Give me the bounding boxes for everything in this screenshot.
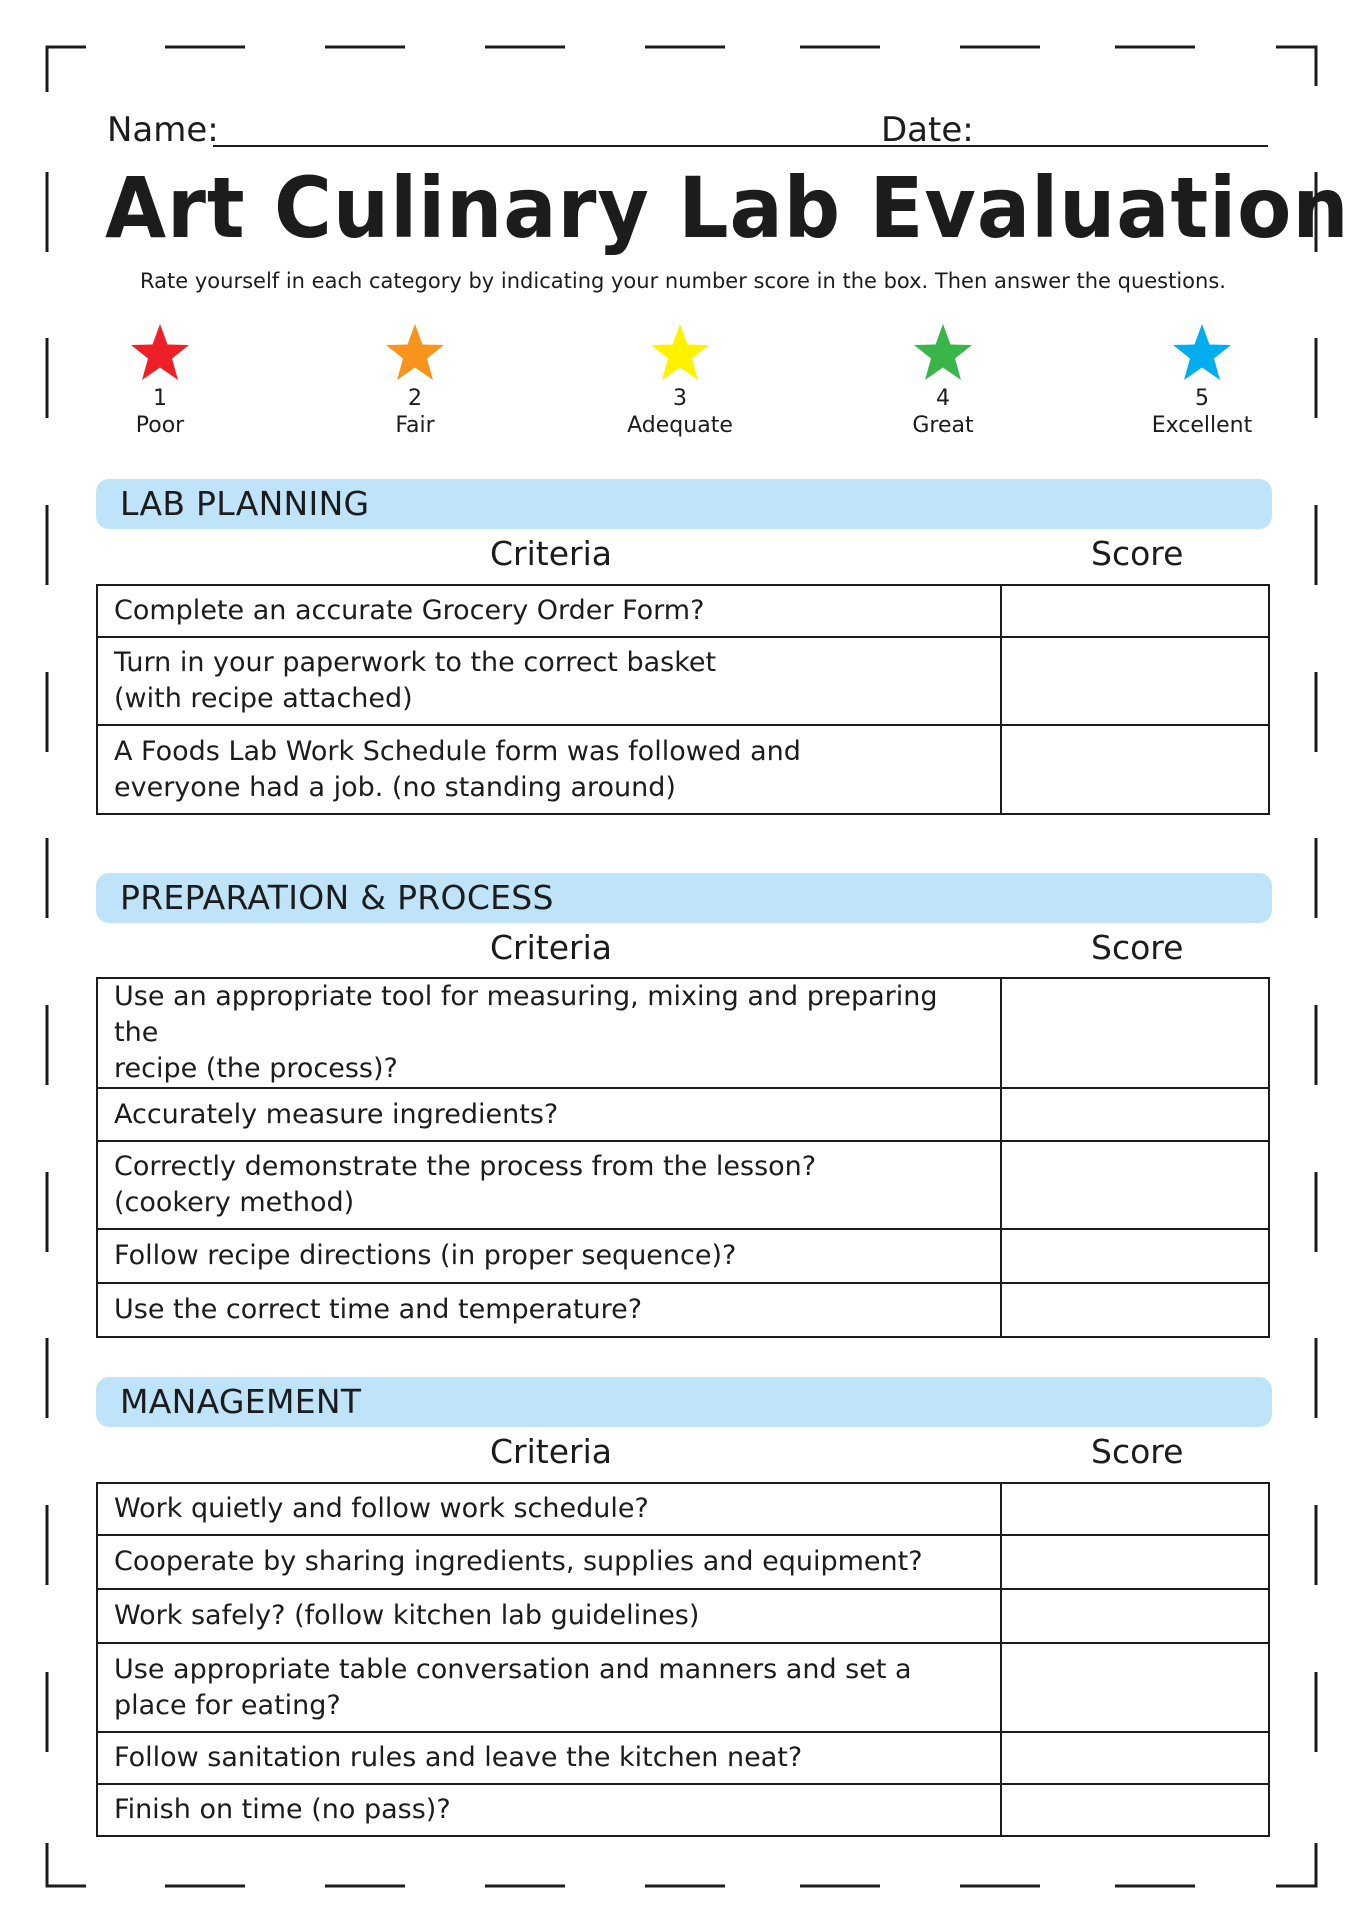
rating-number: 4 (936, 386, 950, 411)
table-row (97, 637, 1269, 725)
preparation-process-table (96, 977, 1270, 1338)
star-icon (383, 322, 447, 384)
table-row (97, 1483, 1269, 1535)
score-box[interactable] (1001, 1483, 1269, 1535)
score-box[interactable] (1001, 1643, 1269, 1732)
table-row (97, 1535, 1269, 1589)
section-title: MANAGEMENT (120, 1382, 362, 1421)
score-box[interactable] (1001, 1283, 1269, 1337)
star-icon (648, 322, 712, 384)
score-box[interactable] (1001, 1732, 1269, 1784)
date-label: Date: (881, 110, 974, 150)
criteria-cell: Cooperate by sharing ingredients, supplies and equipment? (97, 1535, 1001, 1589)
table-row (97, 1643, 1269, 1732)
score-header: Score (1091, 1432, 1184, 1471)
score-box[interactable] (1001, 1535, 1269, 1589)
section-banner-preparation-process (96, 873, 1272, 923)
table-row (97, 585, 1269, 637)
criteria-cell: Follow sanitation rules and leave the kitchen neat? (97, 1732, 1001, 1784)
rating-poor (70, 322, 250, 440)
criteria-header: Criteria (490, 928, 612, 967)
name-field[interactable] (213, 145, 975, 147)
criteria-header: Criteria (490, 534, 612, 573)
criteria-cell: Use the correct time and temperature? (97, 1283, 1001, 1337)
criteria-cell: Work quietly and follow work schedule? (97, 1483, 1001, 1535)
rating-label: Great (912, 413, 974, 438)
table-row (97, 1088, 1269, 1141)
score-box[interactable] (1001, 978, 1269, 1088)
table-row (97, 1589, 1269, 1643)
table-row (97, 1283, 1269, 1337)
star-icon (128, 322, 192, 384)
date-field[interactable] (968, 145, 1268, 147)
criteria-cell: Work safely? (follow kitchen lab guidelines) (97, 1589, 1001, 1643)
score-box[interactable] (1001, 1229, 1269, 1283)
table-row (97, 1141, 1269, 1229)
rating-number: 5 (1195, 386, 1209, 411)
section-title: LAB PLANNING (120, 484, 370, 523)
score-box[interactable] (1001, 1141, 1269, 1229)
rating-great (853, 322, 1033, 440)
score-box[interactable] (1001, 1784, 1269, 1836)
score-header: Score (1091, 534, 1184, 573)
name-label: Name: (107, 110, 219, 150)
rating-label: Poor (135, 413, 185, 438)
star-shape (1173, 324, 1231, 380)
rating-fair (325, 322, 505, 440)
rating-label: Adequate (627, 413, 733, 438)
criteria-cell: Correctly demonstrate the process from the lesson? (cookery method) (97, 1141, 1001, 1229)
rating-excellent (1112, 322, 1292, 440)
rating-number: 1 (153, 386, 167, 411)
score-header: Score (1091, 928, 1184, 967)
table-row (97, 1732, 1269, 1784)
lab-planning-table (96, 584, 1270, 815)
criteria-cell: Follow recipe directions (in proper sequence)? (97, 1229, 1001, 1283)
criteria-cell: Turn in your paperwork to the correct basket (with recipe attached) (97, 637, 1001, 725)
star-icon (1170, 322, 1234, 384)
rating-number: 3 (673, 386, 687, 411)
criteria-cell: Use an appropriate tool for measuring, mixing and preparing the recipe (the process)? (97, 978, 1001, 1088)
criteria-cell: Use appropriate table conversation and manners and set a place for eating? (97, 1643, 1001, 1732)
score-box[interactable] (1001, 1589, 1269, 1643)
star-icon (911, 322, 975, 384)
rating-number: 2 (408, 386, 422, 411)
rating-adequate (590, 322, 770, 440)
management-table (96, 1482, 1270, 1837)
star-shape (914, 324, 972, 380)
section-title: PREPARATION & PROCESS (120, 878, 554, 917)
score-box[interactable] (1001, 637, 1269, 725)
section-banner-management (96, 1377, 1272, 1427)
section-banner-lab-planning (96, 479, 1272, 529)
table-row (97, 978, 1269, 1088)
criteria-cell: Complete an accurate Grocery Order Form? (97, 585, 1001, 637)
star-shape (131, 324, 189, 380)
table-row (97, 725, 1269, 814)
score-box[interactable] (1001, 725, 1269, 814)
criteria-cell: A Foods Lab Work Schedule form was followed and everyone had a job. (no standing around) (97, 725, 1001, 814)
table-row (97, 1229, 1269, 1283)
name-date-row (107, 108, 1267, 152)
instructions-text: Rate yourself in each category by indicating your number score in the box. Then answer the questions. (140, 269, 1226, 293)
star-shape (651, 324, 709, 380)
criteria-cell: Accurately measure ingredients? (97, 1088, 1001, 1141)
page-title: Art Culinary Lab Evaluation (105, 159, 1350, 257)
table-row (97, 1784, 1269, 1836)
criteria-cell: Finish on time (no pass)? (97, 1784, 1001, 1836)
rating-label: Excellent (1151, 413, 1253, 438)
score-box[interactable] (1001, 585, 1269, 637)
star-shape (386, 324, 444, 380)
criteria-header: Criteria (490, 1432, 612, 1471)
rating-label: Fair (395, 413, 435, 438)
score-box[interactable] (1001, 1088, 1269, 1141)
